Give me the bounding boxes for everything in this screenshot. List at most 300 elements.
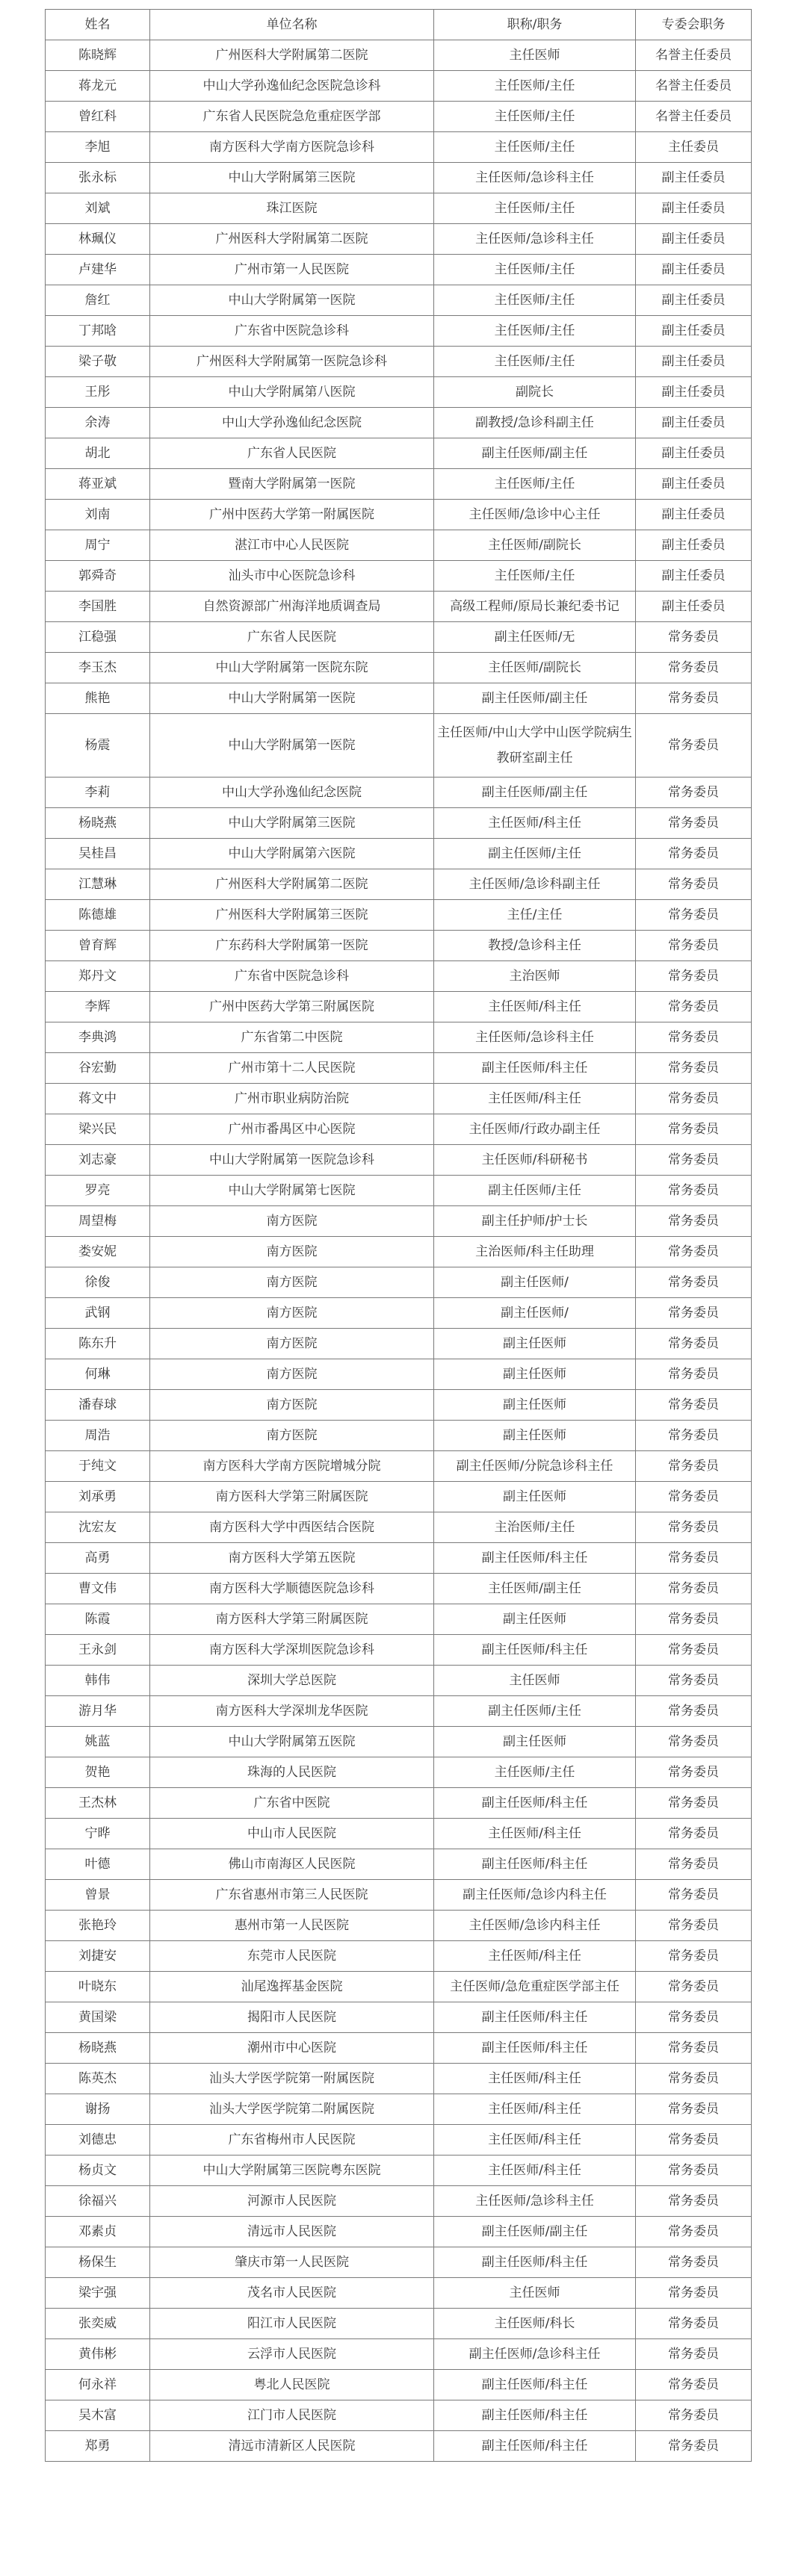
name-cell: 黄国梁 bbox=[46, 2002, 150, 2033]
table-row bbox=[46, 931, 752, 961]
name-cell: 周宁 bbox=[46, 530, 150, 561]
committee-role-cell: 常务委员 bbox=[636, 1574, 752, 1604]
organization-cell: 广州医科大学附属第二医院 bbox=[150, 869, 434, 900]
title-cell: 主任医师/主任 bbox=[434, 285, 636, 316]
table-row bbox=[46, 347, 752, 377]
title-cell: 主任医师 bbox=[434, 40, 636, 71]
name-cell: 杨保生 bbox=[46, 2247, 150, 2278]
table-row bbox=[46, 653, 752, 683]
table-row bbox=[46, 2400, 752, 2431]
name-cell: 周望梅 bbox=[46, 1206, 150, 1237]
organization-cell: 自然资源部广州海洋地质调查局 bbox=[150, 592, 434, 622]
table-row bbox=[46, 71, 752, 102]
name-cell: 郭舜奇 bbox=[46, 561, 150, 592]
table-row bbox=[46, 714, 752, 778]
organization-cell: 南方医科大学中西医结合医院 bbox=[150, 1512, 434, 1543]
organization-cell: 珠海的人民医院 bbox=[150, 1757, 434, 1788]
title-cell: 副主任医师/科主任 bbox=[434, 2431, 636, 2462]
committee-role-cell: 常务委员 bbox=[636, 900, 752, 931]
committee-role-cell: 常务委员 bbox=[636, 2370, 752, 2400]
title-cell: 主任医师/科主任 bbox=[434, 1084, 636, 1114]
table-row bbox=[46, 561, 752, 592]
title-cell: 副主任医师/ bbox=[434, 1298, 636, 1329]
committee-role-cell: 常务委员 bbox=[636, 1329, 752, 1359]
organization-cell: 广东省梅州市人民医院 bbox=[150, 2125, 434, 2156]
organization-cell: 南方医院 bbox=[150, 1359, 434, 1390]
committee-role-cell: 副主任委员 bbox=[636, 193, 752, 224]
committee-role-cell: 常务委员 bbox=[636, 1237, 752, 1267]
committee-role-cell: 常务委员 bbox=[636, 2094, 752, 2125]
table-row bbox=[46, 1819, 752, 1849]
table-row bbox=[46, 1237, 752, 1267]
title-cell: 主治医师 bbox=[434, 961, 636, 992]
name-cell: 刘捷安 bbox=[46, 1941, 150, 1972]
table-row bbox=[46, 2064, 752, 2094]
name-cell: 熊艳 bbox=[46, 683, 150, 714]
title-cell: 主任医师/急诊中心主任 bbox=[434, 500, 636, 530]
name-cell: 李典鸿 bbox=[46, 1022, 150, 1053]
organization-cell: 中山大学附属第八医院 bbox=[150, 377, 434, 408]
table-row bbox=[46, 224, 752, 255]
name-cell: 潘春球 bbox=[46, 1390, 150, 1421]
title-cell: 主任医师/科主任 bbox=[434, 2156, 636, 2186]
organization-cell: 粤北人民医院 bbox=[150, 2370, 434, 2400]
organization-cell: 中山大学附属第一医院东院 bbox=[150, 653, 434, 683]
name-cell: 余涛 bbox=[46, 408, 150, 438]
table-row bbox=[46, 592, 752, 622]
organization-cell: 中山市人民医院 bbox=[150, 1819, 434, 1849]
title-cell: 主治医师/科主任助理 bbox=[434, 1237, 636, 1267]
title-cell: 主任医师/副院长 bbox=[434, 653, 636, 683]
organization-cell: 中山大学附属第三医院 bbox=[150, 163, 434, 193]
organization-cell: 广东药科大学附属第一医院 bbox=[150, 931, 434, 961]
table-row bbox=[46, 1849, 752, 1880]
committee-role-cell: 常务委员 bbox=[636, 1880, 752, 1911]
table-row bbox=[46, 869, 752, 900]
committee-role-cell: 副主任委员 bbox=[636, 530, 752, 561]
table-row bbox=[46, 1972, 752, 2002]
title-cell: 副主任医师/科主任 bbox=[434, 2002, 636, 2033]
name-cell: 刘志豪 bbox=[46, 1145, 150, 1176]
organization-cell: 南方医院 bbox=[150, 1390, 434, 1421]
name-cell: 沈宏友 bbox=[46, 1512, 150, 1543]
name-cell: 张永标 bbox=[46, 163, 150, 193]
title-cell: 主任医师/科研秘书 bbox=[434, 1145, 636, 1176]
name-cell: 周浩 bbox=[46, 1421, 150, 1451]
organization-cell: 汕头大学医学院第一附属医院 bbox=[150, 2064, 434, 2094]
organization-cell: 广州医科大学附属第二医院 bbox=[150, 224, 434, 255]
table-row bbox=[46, 2094, 752, 2125]
table-row bbox=[46, 40, 752, 71]
name-cell: 王杰林 bbox=[46, 1788, 150, 1819]
name-cell: 刘承勇 bbox=[46, 1482, 150, 1512]
title-cell: 主任医师/主任 bbox=[434, 193, 636, 224]
committee-role-cell: 副主任委员 bbox=[636, 285, 752, 316]
name-cell: 李玉杰 bbox=[46, 653, 150, 683]
committee-role-cell: 副主任委员 bbox=[636, 561, 752, 592]
table-row bbox=[46, 163, 752, 193]
table-row bbox=[46, 316, 752, 347]
committee-role-cell: 常务委员 bbox=[636, 2278, 752, 2309]
committee-role-cell: 常务委员 bbox=[636, 1819, 752, 1849]
title-cell: 副主任医师 bbox=[434, 1359, 636, 1390]
name-cell: 刘南 bbox=[46, 500, 150, 530]
table-row bbox=[46, 530, 752, 561]
name-cell: 刘德忠 bbox=[46, 2125, 150, 2156]
organization-cell: 广州市第一人民医院 bbox=[150, 255, 434, 285]
organization-cell: 广东省惠州市第三人民医院 bbox=[150, 1880, 434, 1911]
title-cell: 主任医师/急诊科副主任 bbox=[434, 869, 636, 900]
title-cell: 主任医师/急危重症医学部主任 bbox=[434, 1972, 636, 2002]
title-cell: 高级工程师/原局长兼纪委书记 bbox=[434, 592, 636, 622]
name-cell: 詹红 bbox=[46, 285, 150, 316]
name-cell: 吴桂昌 bbox=[46, 839, 150, 869]
committee-role-cell: 常务委员 bbox=[636, 1512, 752, 1543]
committee-role-cell: 常务委员 bbox=[636, 2431, 752, 2462]
table-row bbox=[46, 1604, 752, 1635]
name-cell: 陈晓辉 bbox=[46, 40, 150, 71]
committee-role-cell: 常务委员 bbox=[636, 2339, 752, 2370]
organization-cell: 佛山市南海区人民医院 bbox=[150, 1849, 434, 1880]
committee-role-cell: 副主任委员 bbox=[636, 500, 752, 530]
organization-cell: 广州市职业病防治院 bbox=[150, 1084, 434, 1114]
organization-cell: 广州市番禺区中心医院 bbox=[150, 1114, 434, 1145]
name-cell: 郑勇 bbox=[46, 2431, 150, 2462]
organization-cell: 南方医科大学南方医院增城分院 bbox=[150, 1451, 434, 1482]
table-row bbox=[46, 2309, 752, 2339]
committee-role-cell: 常务委员 bbox=[636, 1359, 752, 1390]
title-cell: 副主任医师/急诊科主任 bbox=[434, 2339, 636, 2370]
committee-role-cell: 副主任委员 bbox=[636, 224, 752, 255]
name-cell: 武钢 bbox=[46, 1298, 150, 1329]
table-row bbox=[46, 1267, 752, 1298]
committee-role-cell: 常务委员 bbox=[636, 1145, 752, 1176]
title-cell: 副主任医师/科主任 bbox=[434, 2247, 636, 2278]
committee-role-cell: 常务委员 bbox=[636, 992, 752, 1022]
name-cell: 罗亮 bbox=[46, 1176, 150, 1206]
title-cell: 主任医师/主任 bbox=[434, 132, 636, 163]
name-cell: 李辉 bbox=[46, 992, 150, 1022]
title-cell: 主任医师/急诊科主任 bbox=[434, 2186, 636, 2217]
table-row bbox=[46, 1543, 752, 1574]
header-name: 姓名 bbox=[46, 10, 150, 40]
table-row bbox=[46, 285, 752, 316]
organization-cell: 中山大学孙逸仙纪念医院急诊科 bbox=[150, 71, 434, 102]
committee-role-cell: 副主任委员 bbox=[636, 347, 752, 377]
table-row bbox=[46, 1451, 752, 1482]
organization-cell: 揭阳市人民医院 bbox=[150, 2002, 434, 2033]
committee-role-cell: 常务委员 bbox=[636, 1482, 752, 1512]
committee-role-cell: 常务委员 bbox=[636, 1267, 752, 1298]
name-cell: 曾育辉 bbox=[46, 931, 150, 961]
committee-role-cell: 常务委员 bbox=[636, 808, 752, 839]
title-cell: 副主任医师/主任 bbox=[434, 839, 636, 869]
title-cell: 副主任医师 bbox=[434, 1727, 636, 1757]
table-row bbox=[46, 132, 752, 163]
table-row bbox=[46, 500, 752, 530]
organization-cell: 中山大学附属第三医院粤东医院 bbox=[150, 2156, 434, 2186]
title-cell: 主任医师/副院长 bbox=[434, 530, 636, 561]
organization-cell: 汕尾逸挥基金医院 bbox=[150, 1972, 434, 2002]
name-cell: 于纯文 bbox=[46, 1451, 150, 1482]
name-cell: 郑丹文 bbox=[46, 961, 150, 992]
organization-cell: 广东省人民医院 bbox=[150, 622, 434, 653]
name-cell: 杨晓燕 bbox=[46, 2033, 150, 2064]
name-cell: 曾红科 bbox=[46, 102, 150, 132]
committee-role-cell: 常务委员 bbox=[636, 1788, 752, 1819]
title-cell: 副主任医师/科主任 bbox=[434, 1849, 636, 1880]
committee-role-cell: 常务委员 bbox=[636, 1421, 752, 1451]
table-row bbox=[46, 1298, 752, 1329]
organization-cell: 云浮市人民医院 bbox=[150, 2339, 434, 2370]
table-row bbox=[46, 1880, 752, 1911]
name-cell: 何永祥 bbox=[46, 2370, 150, 2400]
name-cell: 娄安妮 bbox=[46, 1237, 150, 1267]
committee-role-cell: 常务委员 bbox=[636, 2033, 752, 2064]
committee-role-cell: 常务委员 bbox=[636, 2400, 752, 2431]
table-row bbox=[46, 2125, 752, 2156]
table-row bbox=[46, 778, 752, 808]
organization-cell: 广东省人民医院急危重症医学部 bbox=[150, 102, 434, 132]
committee-role-cell: 常务委员 bbox=[636, 1972, 752, 2002]
title-cell: 主任医师/主任 bbox=[434, 255, 636, 285]
organization-cell: 惠州市第一人民医院 bbox=[150, 1911, 434, 1941]
title-cell: 主任医师/科主任 bbox=[434, 1819, 636, 1849]
table-row bbox=[46, 2156, 752, 2186]
committee-role-cell: 常务委员 bbox=[636, 2217, 752, 2247]
name-cell: 韩伟 bbox=[46, 1666, 150, 1696]
table-row bbox=[46, 2217, 752, 2247]
title-cell: 副主任医师/科主任 bbox=[434, 2033, 636, 2064]
organization-cell: 珠江医院 bbox=[150, 193, 434, 224]
table-row bbox=[46, 1145, 752, 1176]
table-row bbox=[46, 1727, 752, 1757]
table-row bbox=[46, 255, 752, 285]
title-cell: 主任医师/科长 bbox=[434, 2309, 636, 2339]
table-row bbox=[46, 1206, 752, 1237]
title-cell: 教授/急诊科主任 bbox=[434, 931, 636, 961]
name-cell: 徐福兴 bbox=[46, 2186, 150, 2217]
name-cell: 胡北 bbox=[46, 438, 150, 469]
name-cell: 陈东升 bbox=[46, 1329, 150, 1359]
title-cell: 副主任医师/副主任 bbox=[434, 683, 636, 714]
name-cell: 李旭 bbox=[46, 132, 150, 163]
table-row bbox=[46, 469, 752, 500]
name-cell: 梁子敬 bbox=[46, 347, 150, 377]
committee-role-cell: 名誉主任委员 bbox=[636, 102, 752, 132]
table-row bbox=[46, 193, 752, 224]
title-cell: 主任医师/科主任 bbox=[434, 2064, 636, 2094]
table-row bbox=[46, 1329, 752, 1359]
table-row bbox=[46, 377, 752, 408]
committee-role-cell: 常务委员 bbox=[636, 683, 752, 714]
title-cell: 主任医师/急诊科主任 bbox=[434, 163, 636, 193]
title-cell: 主任医师/主任 bbox=[434, 71, 636, 102]
organization-cell: 南方医院 bbox=[150, 1267, 434, 1298]
title-cell: 主任医师/中山大学中山医学院病生教研室副主任 bbox=[434, 714, 636, 778]
table-row bbox=[46, 1666, 752, 1696]
table-row bbox=[46, 1696, 752, 1727]
table-row bbox=[46, 1053, 752, 1084]
committee-role-cell: 常务委员 bbox=[636, 714, 752, 778]
committee-role-cell: 常务委员 bbox=[636, 1849, 752, 1880]
organization-cell: 中山大学附属第一医院 bbox=[150, 683, 434, 714]
committee-role-cell: 常务委员 bbox=[636, 1053, 752, 1084]
title-cell: 主任医师/主任 bbox=[434, 316, 636, 347]
table-row bbox=[46, 1084, 752, 1114]
committee-role-cell: 常务委员 bbox=[636, 1451, 752, 1482]
table-row bbox=[46, 622, 752, 653]
committee-role-cell: 名誉主任委员 bbox=[636, 71, 752, 102]
name-cell: 陈英杰 bbox=[46, 2064, 150, 2094]
title-cell: 主任医师/科主任 bbox=[434, 1941, 636, 1972]
committee-role-cell: 常务委员 bbox=[636, 1635, 752, 1666]
name-cell: 陈霞 bbox=[46, 1604, 150, 1635]
organization-cell: 阳江市人民医院 bbox=[150, 2309, 434, 2339]
title-cell: 副主任医师/科主任 bbox=[434, 2400, 636, 2431]
committee-role-cell: 常务委员 bbox=[636, 622, 752, 653]
title-cell: 副主任医师/主任 bbox=[434, 1696, 636, 1727]
organization-cell: 南方医科大学南方医院急诊科 bbox=[150, 132, 434, 163]
organization-cell: 广东省中医院急诊科 bbox=[150, 961, 434, 992]
name-cell: 徐俊 bbox=[46, 1267, 150, 1298]
committee-role-cell: 名誉主任委员 bbox=[636, 40, 752, 71]
committee-role-cell: 常务委员 bbox=[636, 2309, 752, 2339]
table-row bbox=[46, 1176, 752, 1206]
organization-cell: 深圳大学总医院 bbox=[150, 1666, 434, 1696]
organization-cell: 中山大学孙逸仙纪念医院 bbox=[150, 778, 434, 808]
name-cell: 林珮仪 bbox=[46, 224, 150, 255]
name-cell: 梁兴民 bbox=[46, 1114, 150, 1145]
title-cell: 主任医师/科主任 bbox=[434, 992, 636, 1022]
table-row bbox=[46, 2247, 752, 2278]
title-cell: 主任医师/科主任 bbox=[434, 2094, 636, 2125]
table-row bbox=[46, 839, 752, 869]
committee-role-cell: 常务委员 bbox=[636, 1206, 752, 1237]
organization-cell: 南方医院 bbox=[150, 1298, 434, 1329]
title-cell: 副主任护师/护士长 bbox=[434, 1206, 636, 1237]
committee-role-cell: 常务委员 bbox=[636, 1757, 752, 1788]
header-committee-role: 专委会职务 bbox=[636, 10, 752, 40]
committee-role-cell: 常务委员 bbox=[636, 2156, 752, 2186]
table-row bbox=[46, 2339, 752, 2370]
title-cell: 副主任医师/分院急诊科主任 bbox=[434, 1451, 636, 1482]
organization-cell: 清远市人民医院 bbox=[150, 2217, 434, 2247]
organization-cell: 广州市第十二人民医院 bbox=[150, 1053, 434, 1084]
title-cell: 主任/主任 bbox=[434, 900, 636, 931]
title-cell: 副主任医师/无 bbox=[434, 622, 636, 653]
organization-cell: 南方医科大学第三附属医院 bbox=[150, 1604, 434, 1635]
table-row bbox=[46, 1482, 752, 1512]
committee-role-cell: 常务委员 bbox=[636, 1298, 752, 1329]
name-cell: 李国胜 bbox=[46, 592, 150, 622]
title-cell: 副主任医师 bbox=[434, 1390, 636, 1421]
name-cell: 杨贞文 bbox=[46, 2156, 150, 2186]
title-cell: 主任医师/科主任 bbox=[434, 808, 636, 839]
committee-role-cell: 常务委员 bbox=[636, 2186, 752, 2217]
header-organization: 单位名称 bbox=[150, 10, 434, 40]
name-cell: 叶德 bbox=[46, 1849, 150, 1880]
name-cell: 高勇 bbox=[46, 1543, 150, 1574]
name-cell: 姚蓝 bbox=[46, 1727, 150, 1757]
table-row bbox=[46, 2370, 752, 2400]
organization-cell: 广州中医药大学第一附属医院 bbox=[150, 500, 434, 530]
committee-role-cell: 常务委员 bbox=[636, 1941, 752, 1972]
committee-role-cell: 常务委员 bbox=[636, 1176, 752, 1206]
committee-role-cell: 副主任委员 bbox=[636, 592, 752, 622]
title-cell: 副主任医师/急诊内科主任 bbox=[434, 1880, 636, 1911]
committee-role-cell: 常务委员 bbox=[636, 1696, 752, 1727]
name-cell: 谢扬 bbox=[46, 2094, 150, 2125]
name-cell: 江稳强 bbox=[46, 622, 150, 653]
title-cell: 副主任医师/科主任 bbox=[434, 2370, 636, 2400]
table-row bbox=[46, 2033, 752, 2064]
committee-role-cell: 常务委员 bbox=[636, 961, 752, 992]
organization-cell: 南方医科大学第五医院 bbox=[150, 1543, 434, 1574]
name-cell: 何琳 bbox=[46, 1359, 150, 1390]
organization-cell: 中山大学孙逸仙纪念医院 bbox=[150, 408, 434, 438]
organization-cell: 中山大学附属第七医院 bbox=[150, 1176, 434, 1206]
name-cell: 梁宇强 bbox=[46, 2278, 150, 2309]
table-row bbox=[46, 1359, 752, 1390]
title-cell: 副主任医师 bbox=[434, 1421, 636, 1451]
committee-role-cell: 常务委员 bbox=[636, 2064, 752, 2094]
title-cell: 副主任医师/科主任 bbox=[434, 1635, 636, 1666]
organization-cell: 南方医院 bbox=[150, 1329, 434, 1359]
committee-role-cell: 常务委员 bbox=[636, 1911, 752, 1941]
committee-role-cell: 常务委员 bbox=[636, 653, 752, 683]
table-row bbox=[46, 2278, 752, 2309]
table-row bbox=[46, 683, 752, 714]
organization-cell: 暨南大学附属第一医院 bbox=[150, 469, 434, 500]
organization-cell: 中山大学附属第三医院 bbox=[150, 808, 434, 839]
organization-cell: 中山大学附属第一医院 bbox=[150, 714, 434, 778]
title-cell: 副主任医师/副主任 bbox=[434, 778, 636, 808]
organization-cell: 汕头大学医学院第二附属医院 bbox=[150, 2094, 434, 2125]
name-cell: 曾景 bbox=[46, 1880, 150, 1911]
table-row bbox=[46, 1635, 752, 1666]
name-cell: 杨震 bbox=[46, 714, 150, 778]
name-cell: 蒋亚斌 bbox=[46, 469, 150, 500]
name-cell: 游月华 bbox=[46, 1696, 150, 1727]
committee-role-cell: 常务委员 bbox=[636, 1022, 752, 1053]
name-cell: 曹文伟 bbox=[46, 1574, 150, 1604]
name-cell: 张奕威 bbox=[46, 2309, 150, 2339]
organization-cell: 清远市清新区人民医院 bbox=[150, 2431, 434, 2462]
title-cell: 主任医师/急诊科主任 bbox=[434, 224, 636, 255]
organization-cell: 东莞市人民医院 bbox=[150, 1941, 434, 1972]
committee-table-container bbox=[45, 9, 752, 2462]
name-cell: 宁晔 bbox=[46, 1819, 150, 1849]
title-cell: 副主任医师/副主任 bbox=[434, 2217, 636, 2247]
committee-role-cell: 副主任委员 bbox=[636, 377, 752, 408]
title-cell: 副主任医师/副主任 bbox=[434, 438, 636, 469]
organization-cell: 南方医院 bbox=[150, 1237, 434, 1267]
name-cell: 李莉 bbox=[46, 778, 150, 808]
name-cell: 王永剑 bbox=[46, 1635, 150, 1666]
organization-cell: 广东省中医院 bbox=[150, 1788, 434, 1819]
organization-cell: 南方医科大学深圳医院急诊科 bbox=[150, 1635, 434, 1666]
title-cell: 副主任医师/科主任 bbox=[434, 1053, 636, 1084]
title-cell: 副主任医师 bbox=[434, 1329, 636, 1359]
title-cell: 主任医师/急诊科主任 bbox=[434, 1022, 636, 1053]
title-cell: 主任医师/主任 bbox=[434, 347, 636, 377]
title-cell: 副主任医师 bbox=[434, 1604, 636, 1635]
name-cell: 贺艳 bbox=[46, 1757, 150, 1788]
name-cell: 邓素贞 bbox=[46, 2217, 150, 2247]
committee-role-cell: 常务委员 bbox=[636, 839, 752, 869]
title-cell: 主任医师/主任 bbox=[434, 469, 636, 500]
